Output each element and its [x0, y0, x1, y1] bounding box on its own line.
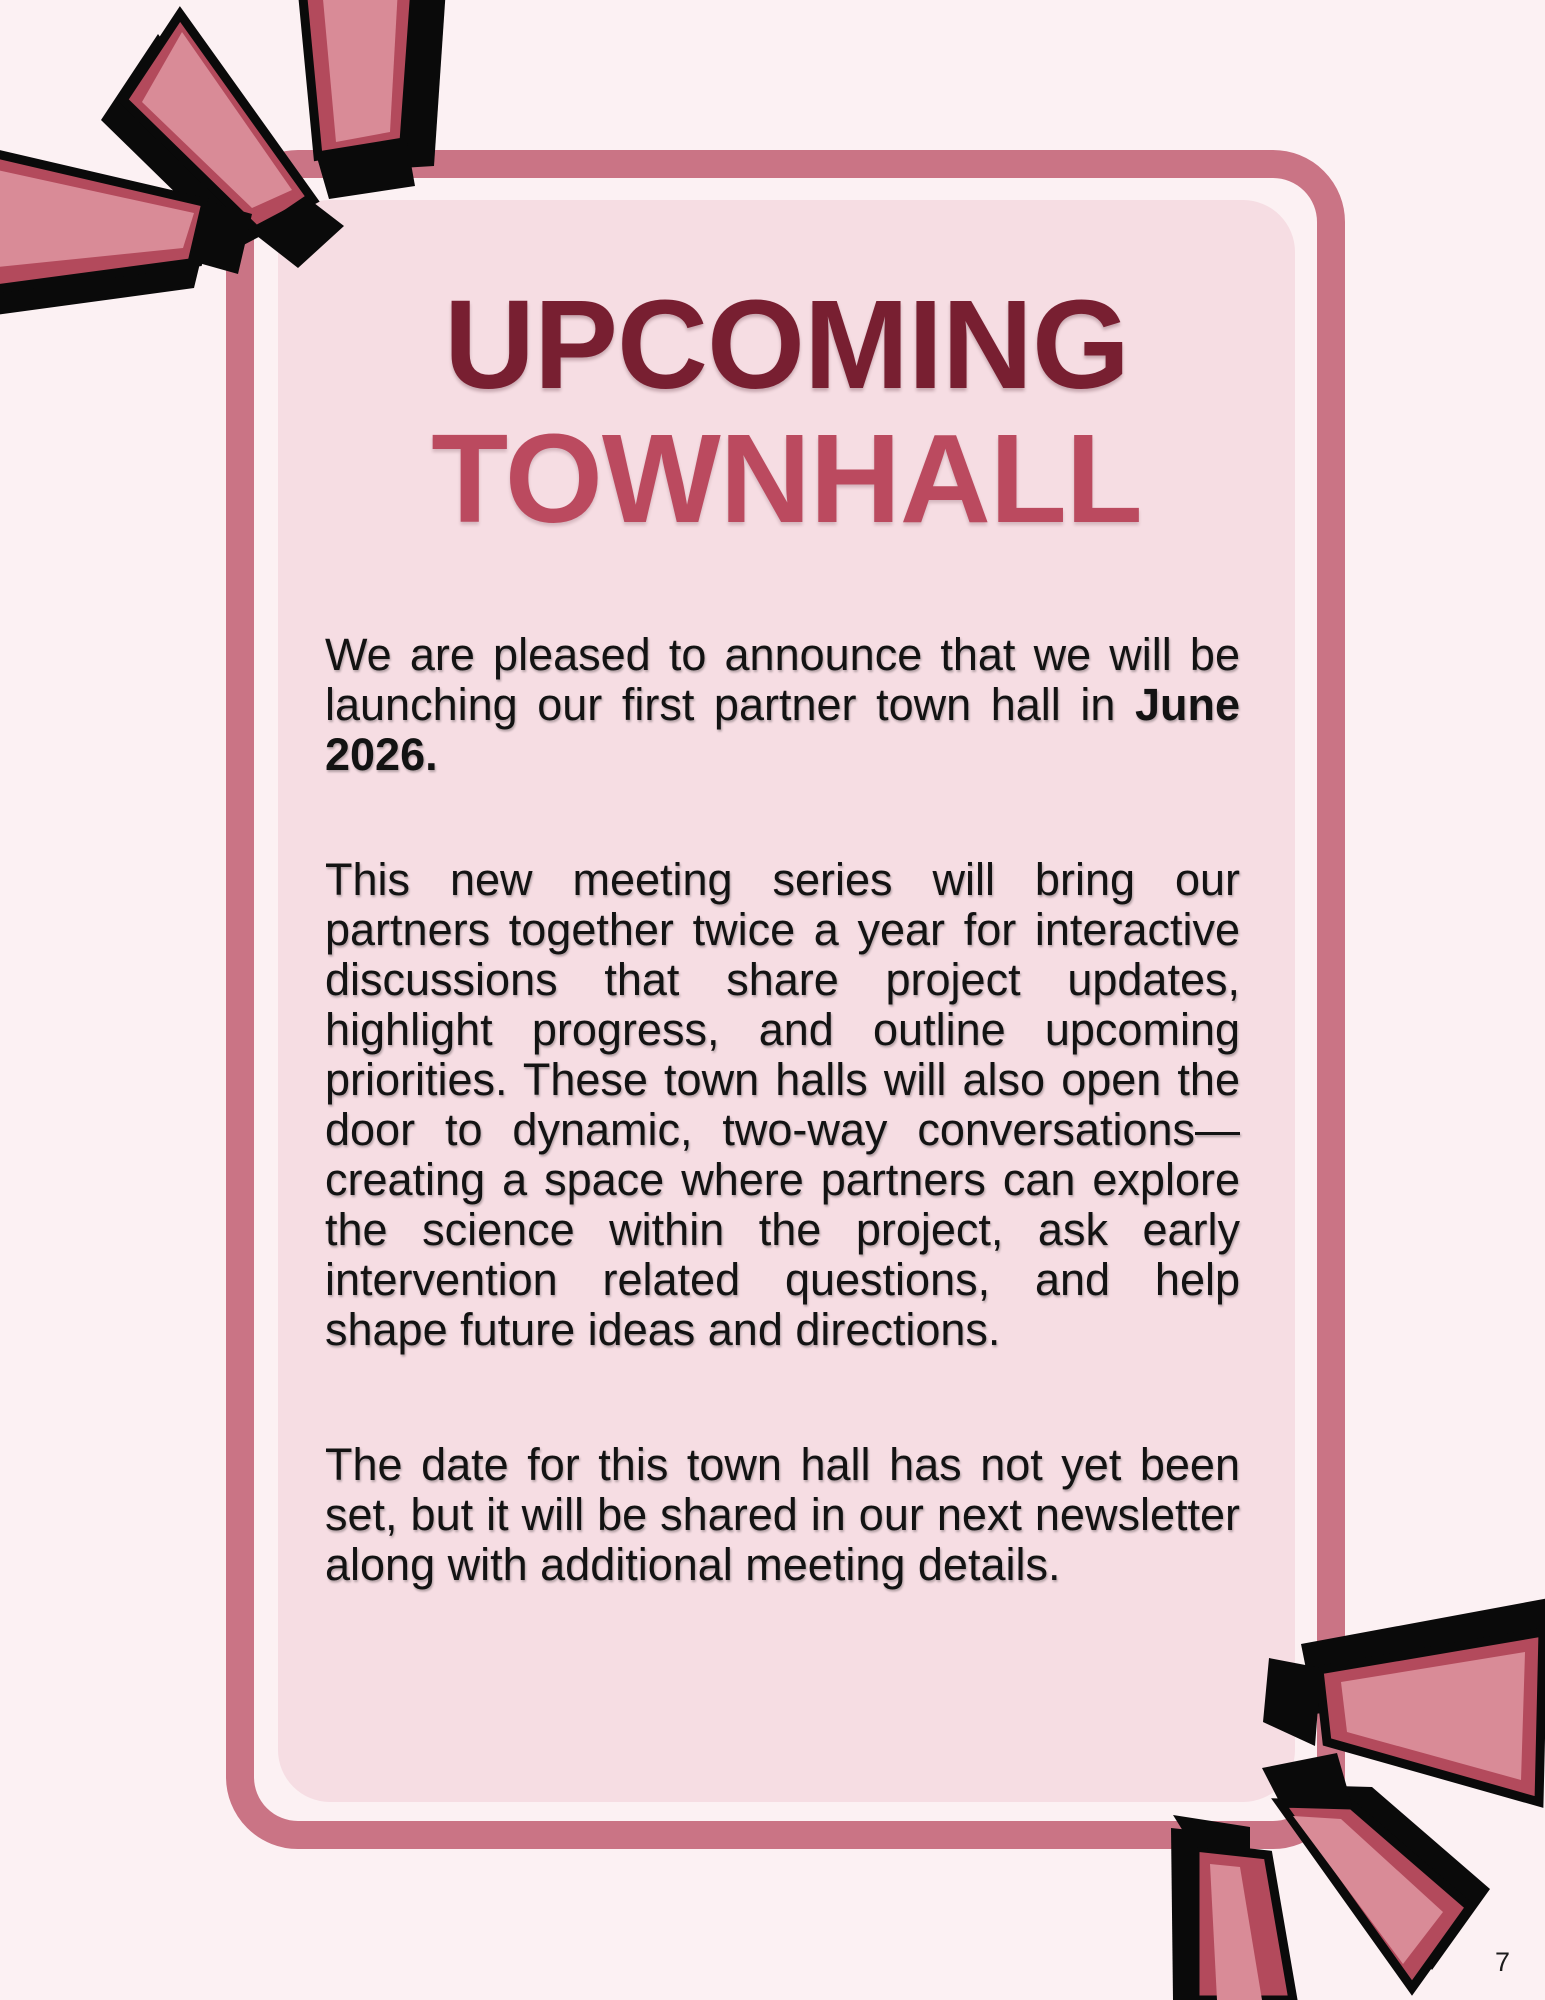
content-card — [278, 200, 1295, 1802]
title-line-townhall: TOWNHALL — [431, 408, 1142, 549]
intro-paragraph-lead: We are pleased to announce that we will be launching our first partner town hall in — [325, 629, 1240, 731]
page-title — [278, 274, 1295, 549]
intro-paragraph — [325, 630, 1240, 780]
page-number: 7 — [1494, 1947, 1510, 1977]
title-line-upcoming: UPCOMING — [444, 274, 1129, 415]
schedule-paragraph: The date for this town hall has not yet been set, but it will be shared in our next newsletter along with additional meeting details. — [325, 1439, 1240, 1591]
burst-ray-horizontal — [0, 152, 252, 316]
body-text-block — [325, 630, 1240, 1590]
details-paragraph: This new meeting series will bring our partners together twice a year for interactive discussions that share project updates, highlight progress, and outline upcoming priorities. These town halls will also open the door to dynamic, two-way conversations—creating a space where partners can explore the science within the project, ask early intervention related questions, and help shape future ideas and directions. — [325, 854, 1240, 1356]
intro-paragraph-date: June 2026. — [325, 679, 1240, 781]
